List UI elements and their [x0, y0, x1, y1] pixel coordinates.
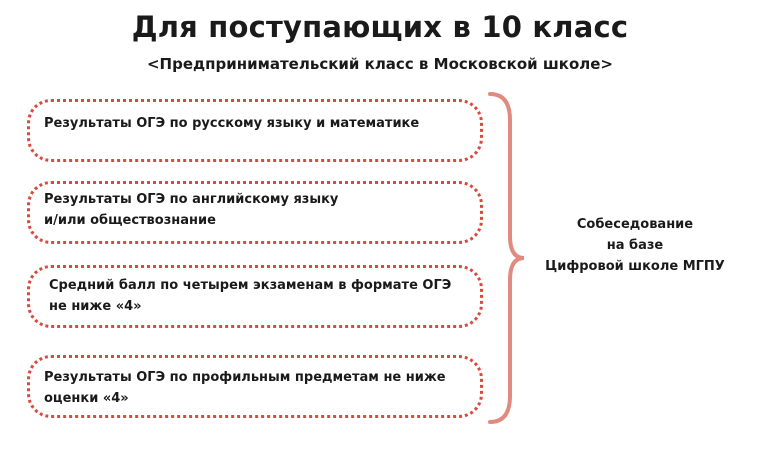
curly-brace-icon	[480, 90, 530, 430]
brace-path	[490, 94, 524, 422]
outcome-line: Собеседование	[576, 217, 694, 232]
requirement-box-average-score	[27, 265, 483, 328]
requirement-box-english-social	[27, 181, 483, 244]
requirement-text: не ниже «4»	[49, 299, 142, 314]
requirement-text: Результаты ОГЭ по английскому языку	[44, 192, 339, 207]
requirement-text: и/или обществознание	[44, 213, 216, 228]
interview-outcome	[530, 214, 740, 277]
page-subtitle: <Предпринимательский класс в Московской школе>	[146, 55, 614, 73]
outcome-line: на базе	[606, 238, 664, 253]
requirement-text: Результаты ОГЭ по русскому языку и математике	[44, 116, 420, 131]
requirement-box-profile-subjects	[27, 355, 483, 418]
requirement-text: Результаты ОГЭ по профильным предметам не ниже	[44, 370, 446, 385]
requirement-text: Средний балл по четырем экзаменам в формате ОГЭ	[49, 278, 452, 293]
page-title: Для поступающих в 10 класс	[131, 10, 629, 44]
requirement-text: оценки «4»	[44, 391, 129, 406]
outcome-line: Цифровой школе МГПУ	[545, 259, 725, 274]
requirement-box-russian-math	[27, 99, 483, 162]
